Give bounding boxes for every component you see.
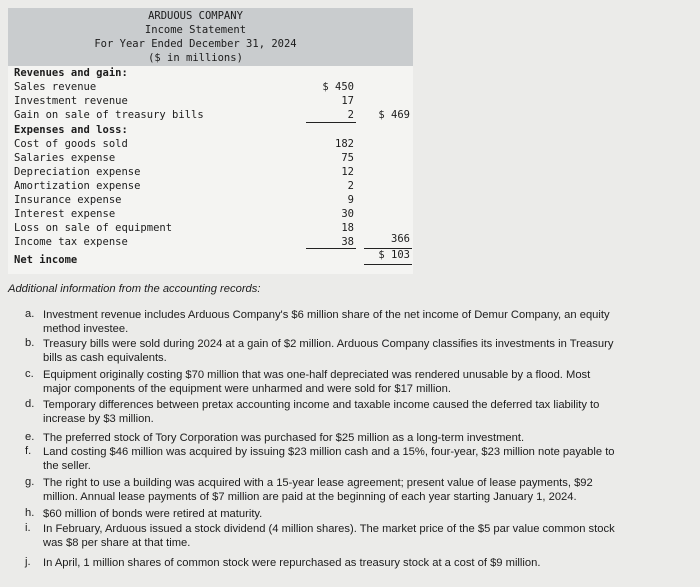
revenues-total: $ 469 [378, 109, 410, 121]
item-line: Equipment originally costing $70 million that was one-half depreciated was rendered unusable by a flood. Most [43, 369, 591, 381]
expense-label: Insurance expense [14, 194, 122, 206]
item-line: Land costing $46 million was acquired by issuing $23 million cash and a 15%, four-year, $23 million note payable to [43, 446, 615, 458]
company-name: ARDUOUS COMPANY [148, 10, 243, 22]
revenue-label: Sales revenue [14, 81, 97, 93]
item-label: j. [25, 556, 31, 568]
revenue-amount: 17 [341, 95, 354, 107]
item-line: Investment revenue includes Arduous Company's $6 million share of the net income of Demur Company, an equity [43, 309, 610, 321]
expense-amount: 12 [341, 166, 354, 178]
revenue-label: Investment revenue [14, 95, 128, 107]
item-line: method investee. [43, 323, 129, 335]
expense-label: Interest expense [14, 208, 116, 220]
item-line: In February, Arduous issued a stock dividend (4 million shares). The market price of the $5 par value common stock [43, 523, 615, 535]
expense-amount: 75 [341, 152, 354, 164]
revenue-label: Gain on sale of treasury bills [14, 109, 204, 121]
statement-period: For Year Ended December 31, 2024 [94, 38, 297, 50]
expense-amount: 2 [347, 180, 354, 192]
expense-label: Depreciation expense [14, 166, 141, 178]
item-line: bills as cash equivalents. [43, 352, 167, 364]
item-label: d. [25, 398, 35, 410]
item-label: g. [25, 476, 35, 488]
revenues-header: Revenues and gain: [14, 67, 128, 79]
item-label: h. [25, 507, 35, 519]
net-income-label: Net income [14, 254, 78, 266]
item-line: Temporary differences between pretax accounting income and taxable income caused the deferred tax liability to [43, 399, 600, 411]
additional-intro: Additional information from the accounting records: [8, 283, 261, 295]
revenue-amount: $ 450 [322, 81, 354, 93]
expense-label: Salaries expense [14, 152, 116, 164]
item-line: $60 million of bonds were retired at maturity. [43, 508, 263, 520]
expense-amount: 9 [347, 194, 354, 206]
item-line: was $8 per share at that time. [43, 537, 191, 549]
statement-title: Income Statement [144, 24, 247, 36]
item-line: The right to use a building was acquired with a 15-year lease agreement; present value of lease payments, $92 [43, 477, 593, 489]
item-line: Treasury bills were sold during 2024 at a gain of $2 million. Arduous Company classifies its investments in Treasury [43, 338, 614, 350]
item-line: the seller. [43, 460, 91, 472]
expenses-header: Expenses and loss: [14, 124, 128, 136]
statement-units: ($ in millions) [148, 52, 243, 64]
revenue-amount: 2 [347, 109, 354, 121]
expenses-total: 366 [391, 233, 410, 245]
item-line: The preferred stock of Tory Corporation was purchased for $25 million as a long-term investment. [43, 432, 525, 444]
item-label: i. [25, 522, 31, 534]
expense-label: Income tax expense [14, 236, 128, 248]
expense-label: Amortization expense [14, 180, 141, 192]
net-income-amount: $ 103 [378, 249, 410, 261]
item-line: major components of the equipment were unharmed and were sold for $17 million. [43, 383, 451, 395]
item-label: c. [25, 368, 34, 380]
item-line: million. Annual lease payments of $7 million are paid at the beginning of each year starting January 1, 2024. [43, 491, 577, 503]
item-label: f. [25, 445, 32, 457]
expense-label: Loss on sale of equipment [14, 222, 173, 234]
expense-amount: 30 [341, 208, 354, 220]
expense-label: Cost of goods sold [14, 138, 128, 150]
item-label: e. [25, 431, 35, 443]
item-label: b. [25, 337, 35, 349]
expense-amount: 18 [341, 222, 354, 234]
expense-amount: 38 [341, 236, 354, 248]
expense-amount: 182 [335, 138, 354, 150]
item-line: In April, 1 million shares of common stock were repurchased as treasury stock at a cost of $9 million. [43, 557, 541, 569]
item-label: a. [25, 308, 35, 320]
item-line: increase by $3 million. [43, 413, 154, 425]
